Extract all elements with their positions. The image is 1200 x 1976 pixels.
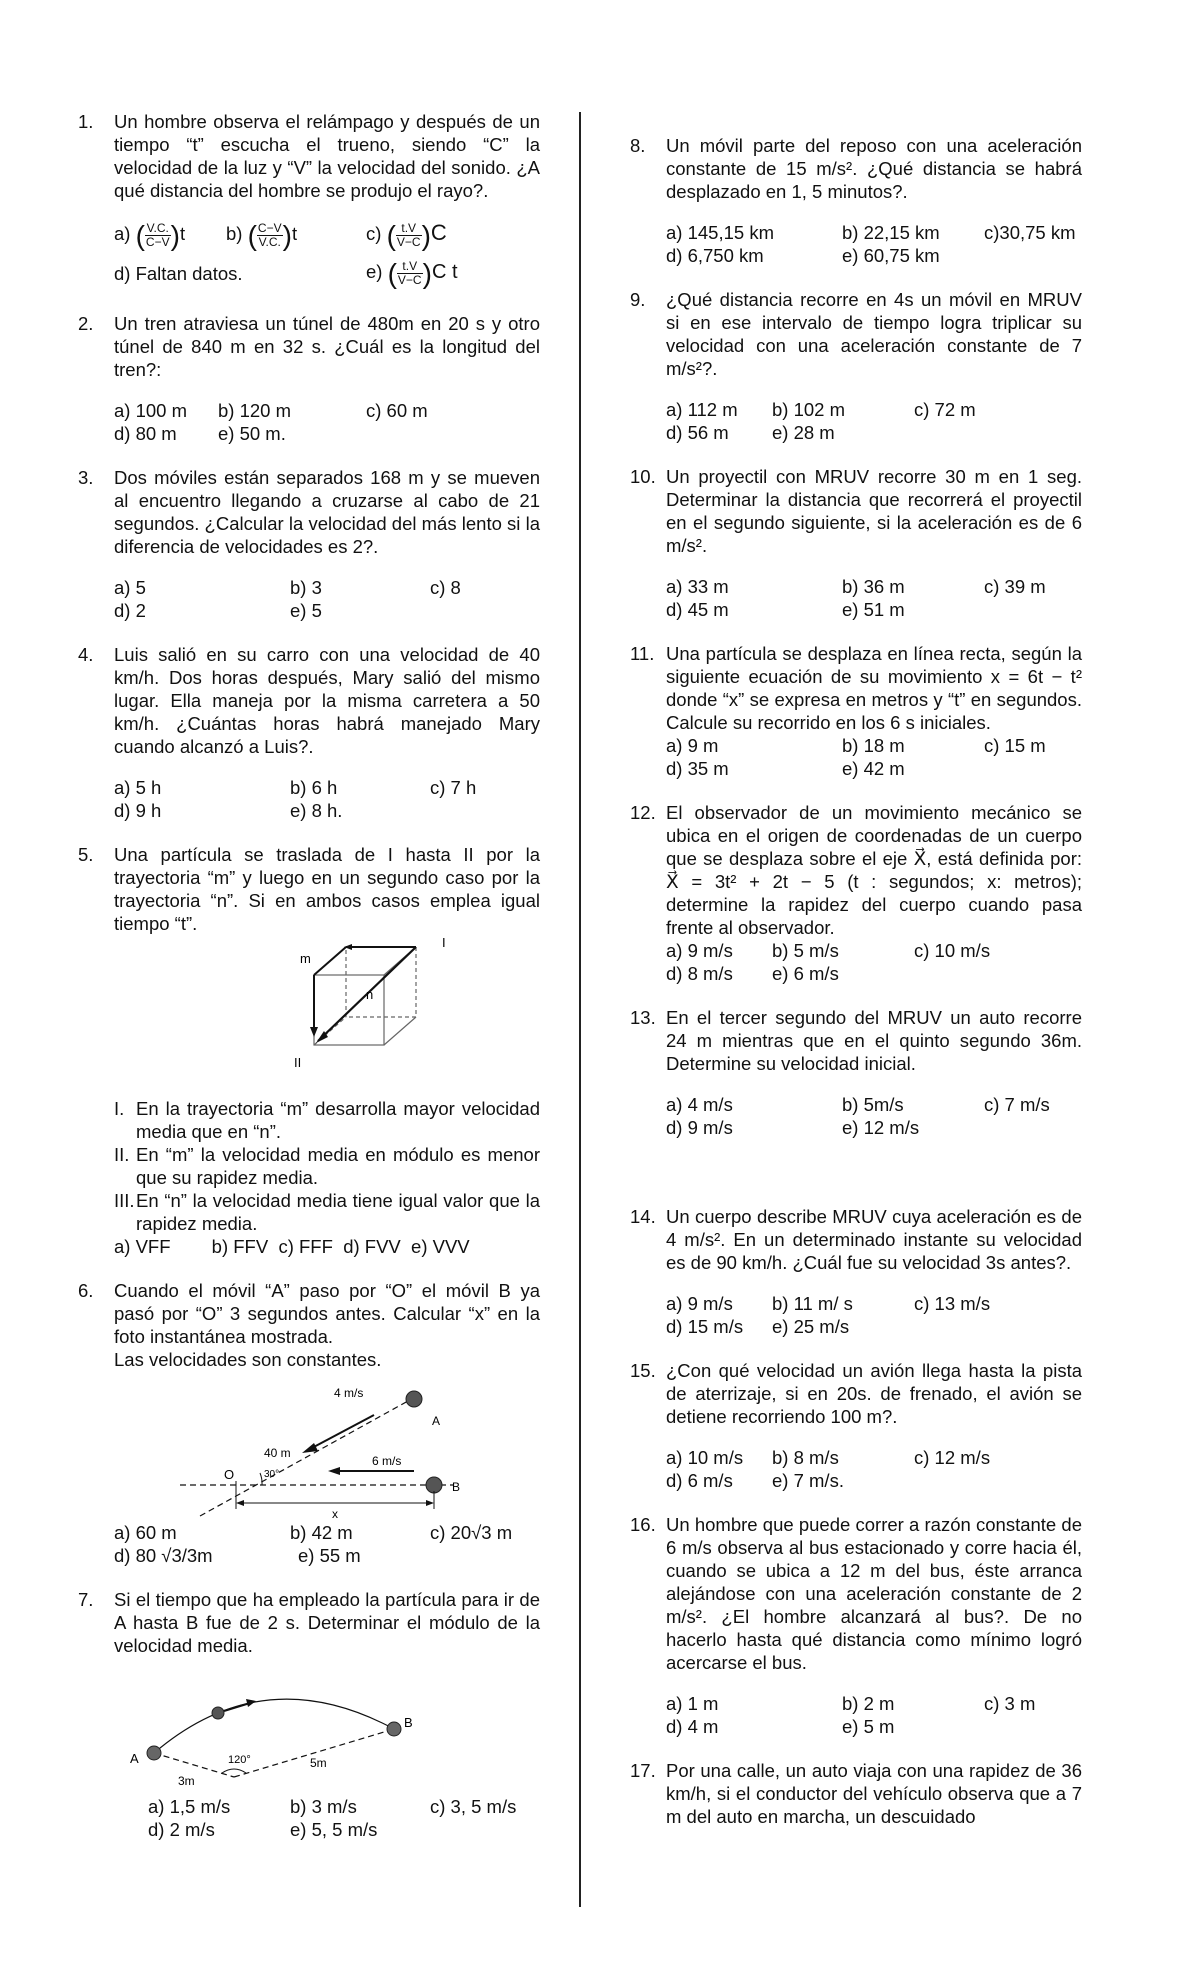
fraction-denominator: V−C (397, 272, 422, 287)
option-b: b) 3 (290, 577, 322, 598)
option-c: c) 12 m/s (914, 1447, 991, 1468)
option-e: e) 5, 5 m/s (290, 1819, 378, 1840)
answer-options (114, 1521, 540, 1567)
option-d: d) 80 m (114, 423, 177, 444)
question-number: 11. (630, 643, 655, 664)
question-8 (630, 134, 1082, 267)
question-text: Por una calle, un auto viaja con una rapidez de 36 km/h, si el conductor del vehículo observa que a 7 m del auto en marcha, un descuidado (666, 1760, 1082, 1827)
option-e: e) 55 m (298, 1545, 361, 1566)
answer-options: a) VFF b) FFV c) FFF d) FVV e) VVV (114, 1236, 470, 1257)
option-e: e) 8 h. (290, 800, 343, 821)
option-d: d) 8 m/s (666, 963, 733, 984)
answer-options (666, 1692, 1082, 1738)
column-divider (579, 112, 581, 1907)
answer-options (114, 1795, 540, 1841)
question-number: 3. (78, 467, 94, 488)
option-e (366, 257, 458, 289)
right-column (630, 134, 1082, 1828)
question-10 (630, 465, 1082, 621)
option-d: d) 9 h (114, 800, 162, 821)
question-text: Dos móviles están separados 168 m y se mueven al encuentro llegando a cruzarse al cabo de 21 segundos. ¿Calcular la velocidad del más lento si la diferencia de velocidades es 2?. (114, 467, 540, 557)
question-16 (630, 1513, 1082, 1738)
option-c: c) 72 m (914, 399, 976, 420)
option-b: b) 120 m (218, 400, 292, 421)
option-d: d) 6,750 km (666, 245, 764, 266)
paren-open: ( (135, 219, 145, 251)
paren-open: ( (386, 219, 396, 251)
option-e: e) 25 m/s (772, 1316, 850, 1337)
question-text: Un hombre que puede correr a razón constante de 6 m/s observa al bus estacionado y corre hacia él, cuando se ubica a 12 m del bus, éste arranca alejándose con una aceleración constante de 2 m/s². ¿El hombre alcanzará al bus?. De no hacerlo hasta qué distancia como mínimo logró acercarse el bus. (666, 1514, 1082, 1673)
paren-close: ) (170, 219, 180, 251)
option-b: b) 6 h (290, 777, 338, 798)
option-c (366, 221, 447, 249)
option-a: a) 9 m/s (666, 1293, 733, 1314)
fraction-denominator: V.C. (258, 234, 281, 249)
option-c: c) 8 (430, 577, 461, 598)
option-e: e) 60,75 km (842, 245, 940, 266)
question-12 (630, 801, 1082, 985)
answer-options (666, 398, 1082, 444)
question-17 (630, 1759, 1082, 1828)
question-number: 9. (630, 289, 646, 310)
option-label: b) (226, 222, 243, 244)
question-15 (630, 1359, 1082, 1492)
option-b: b) 2 m (842, 1693, 895, 1714)
statement-number: III. (114, 1190, 135, 1211)
option-label: a) (114, 222, 131, 244)
question-13 (630, 1006, 1082, 1139)
option-c: c) 7 h (430, 777, 477, 798)
option-d: d) 56 m (666, 422, 729, 443)
fraction (397, 260, 423, 287)
option-a: a) 112 m (666, 399, 738, 420)
option-tail: t (179, 222, 186, 244)
label-x: x (332, 1507, 338, 1521)
option-a: a) 60 m (114, 1522, 177, 1543)
label-n: n (366, 987, 374, 1002)
question-text: ¿Con qué velocidad un avión llega hasta la pista de aterrizaje, si en 20s. de frenado, el avión se detiene recorriendo 100 m?. (666, 1360, 1082, 1427)
answer-options (666, 1093, 1082, 1139)
statement-text: En la trayectoria “m” desarrolla mayor velocidad media que en “n”. (136, 1098, 540, 1142)
option-b: b) 22,15 km (842, 222, 940, 243)
label-II: II (294, 1055, 302, 1070)
option-b: b) 8 m/s (772, 1447, 839, 1468)
question-number: 16. (630, 1514, 656, 1535)
option-c: c) 7 m/s (984, 1094, 1050, 1115)
option-b: b) 5m/s (842, 1094, 904, 1115)
question-number: 15. (630, 1360, 656, 1381)
answer-options (114, 776, 540, 822)
option-c: c) 20√3 m (430, 1522, 513, 1543)
question-6 (78, 1279, 540, 1567)
motion-photo-figure (164, 1381, 474, 1521)
option-c: c) 15 m (984, 735, 1046, 756)
option-d: d) 15 m/s (666, 1316, 744, 1337)
question-note: Las velocidades son constantes. (114, 1349, 382, 1370)
fraction (257, 222, 283, 249)
answer-options (666, 221, 1082, 267)
question-9 (630, 288, 1082, 444)
question-text: Un móvil parte del reposo con una aceleración constante de 15 m/s². ¿Qué distancia se habrá desplazado en 1, 5 minutos?. (666, 135, 1082, 202)
question-text: Un proyectil con MRUV recorre 30 m en 1 seg. Determinar la distancia que recorrerá el proyectil en el segundo siguiente, si la aceleración es de 6 m/s². (666, 466, 1082, 556)
option-tail: C t (431, 260, 458, 283)
question-1 (78, 110, 540, 292)
option-b: b) 3 m/s (290, 1796, 357, 1817)
option-a: a) 9 m/s (666, 940, 733, 961)
option-c: c)30,75 km (984, 222, 1076, 243)
question-number: 13. (630, 1007, 656, 1028)
paren-close: ) (282, 219, 292, 251)
label-A: A (432, 1414, 441, 1428)
question-number: 10. (630, 466, 656, 487)
question-3 (78, 466, 540, 622)
option-a: a) 145,15 km (666, 222, 774, 243)
answer-options (114, 399, 540, 445)
option-e: e) 42 m (842, 758, 905, 779)
question-number: 7. (78, 1589, 94, 1610)
option-c: c) 39 m (984, 576, 1046, 597)
question-number: 14. (630, 1206, 656, 1227)
option-c: c) 10 m/s (914, 940, 991, 961)
left-column (78, 110, 540, 1841)
angle-label: 120° (228, 1754, 251, 1766)
trajectory-cube-figure (294, 935, 494, 1085)
question-text: Una partícula se desplaza en línea recta, según la siguiente ecuación de su movimiento x = 6t − t² donde “x” se expresa en metros y “t” en segundos. Calcule su recorrido en los 6 s iniciales. (666, 643, 1082, 733)
question-number: 8. (630, 135, 646, 156)
question-text: El observador de un movimiento mecánico se ubica en el origen de coordenadas de un cuerpo que se desplaza sobre el eje X⃗, está definida por: X⃗ = 3t² + 2t − 5 (t : segundos; x: metros); determine la rapidez del cuerpo cuando pasa frente al observador. (666, 802, 1082, 938)
option-e: e) 5 (290, 600, 322, 621)
velocity-b-label: 6 m/s (372, 1454, 402, 1468)
question-number: 12. (630, 802, 656, 823)
fraction-numerator: C−V (257, 220, 282, 235)
option-d: d) Faltan datos. (114, 262, 243, 284)
option-d: d) 45 m (666, 599, 729, 620)
question-text: Una partícula se traslada de I hasta II por la trayectoria “m” y luego en un segundo caso por la trayectoria “n”. Si en ambos casos emplea igual tiempo “t”. (114, 844, 540, 934)
question-14 (630, 1205, 1082, 1338)
question-text: ¿Qué distancia recorre en 4s un móvil en MRUV si en ese intervalo de tiempo logra triplicar su velocidad con una aceleración constante de 7 m/s²?. (666, 289, 1082, 379)
statement-text: En “m” la velocidad media en módulo es menor que su rapidez media. (136, 1144, 540, 1188)
question-text: Cuando el móvil “A” paso por “O” el móvil B ya pasó por “O” 3 segundos antes. Calcular “x” en la foto instantánea mostrada. (114, 1280, 540, 1347)
question-2 (78, 312, 540, 445)
statement-iii (114, 1189, 540, 1235)
option-a: a) 4 m/s (666, 1094, 733, 1115)
option-a: a) 1 m (666, 1693, 719, 1714)
fraction-numerator: t.V (396, 222, 422, 236)
question-text: Si el tiempo que ha empleado la partícula para ir de A hasta B fue de 2 s. Determinar el módulo de la velocidad media. (114, 1589, 540, 1656)
fraction-denominator: V−C (396, 234, 421, 249)
fraction-denominator: C−V (145, 234, 170, 249)
option-b (226, 219, 366, 251)
paren-close: ) (422, 257, 432, 289)
question-4 (78, 643, 540, 822)
velocity-a-label: 4 m/s (334, 1386, 364, 1400)
statement-number: I. (114, 1098, 125, 1119)
option-b: b) 5 m/s (772, 940, 839, 961)
option-b: b) 102 m (772, 399, 846, 420)
answer-options (666, 1446, 1082, 1492)
option-d: d) 4 m (666, 1716, 719, 1737)
statement-text: En “n” la velocidad media tiene igual valor que la rapidez media. (136, 1190, 540, 1234)
angle-label: 30° (264, 1469, 280, 1480)
option-c: c) 3 m (984, 1693, 1036, 1714)
question-text: Un hombre observa el relámpago y después de un tiempo “t” escucha el trueno, siendo “C” la velocidad de la luz y “V” la velocidad del sonido. ¿A qué distancia del hombre se produjo el rayo?. (114, 111, 540, 201)
label-m: m (300, 951, 311, 966)
option-d: d) 80 √3/3m (114, 1545, 213, 1566)
answer-options (666, 734, 1082, 780)
question-number: 5. (78, 844, 94, 865)
option-e: e) 6 m/s (772, 963, 839, 984)
arc-path-figure (114, 1669, 434, 1789)
option-c: c) 60 m (366, 400, 428, 421)
answer-options (666, 1292, 1082, 1338)
option-e: e) 7 m/s. (772, 1470, 844, 1491)
option-a: a) 9 m (666, 735, 719, 756)
answer-options (114, 216, 540, 292)
label-O: O (224, 1467, 235, 1482)
question-number: 1. (78, 111, 94, 132)
option-a (114, 219, 226, 251)
option-c: c) 3, 5 m/s (430, 1796, 517, 1817)
option-b: b) 18 m (842, 735, 905, 756)
option-d: d) 9 m/s (666, 1117, 733, 1138)
answer-options (114, 576, 540, 622)
paren-open: ( (247, 219, 257, 251)
option-b: b) 42 m (290, 1522, 353, 1543)
option-e: e) 5 m (842, 1716, 895, 1737)
option-d: d) 2 (114, 600, 146, 621)
option-tail: t (291, 222, 298, 244)
option-a: a) 33 m (666, 576, 729, 597)
statement-ii (114, 1143, 540, 1189)
option-label: e) (366, 260, 383, 282)
answer-options (666, 939, 1082, 985)
option-d: d) 35 m (666, 758, 729, 779)
option-label: c) (366, 223, 382, 245)
question-number: 4. (78, 644, 94, 665)
option-a: a) 10 m/s (666, 1447, 744, 1468)
label-B: B (452, 1480, 461, 1494)
label-I: I (442, 935, 446, 950)
question-11 (630, 642, 1082, 780)
question-number: 17. (630, 1760, 656, 1781)
statement-i (114, 1097, 540, 1143)
option-d: d) 2 m/s (148, 1819, 215, 1840)
option-e: e) 51 m (842, 599, 905, 620)
paren-close: ) (421, 219, 431, 251)
distance-label: 40 m (264, 1446, 291, 1460)
paren-open: ( (387, 257, 397, 289)
question-text: Un tren atraviesa un túnel de 480m en 20 s y otro túnel de 840 m en 32 s. ¿Cuál es la longitud del tren?: (114, 313, 540, 380)
option-d: d) 6 m/s (666, 1470, 733, 1491)
option-e: e) 12 m/s (842, 1117, 920, 1138)
label-A: A (130, 1751, 139, 1766)
question-number: 6. (78, 1280, 94, 1301)
question-text: Luis salió en su carro con una velocidad de 40 km/h. Dos horas después, Mary salió del mismo lugar. Ella maneja por la misma carretera a 50 km/h. ¿Cuántas horas habrá manejado Mary cuando alcanzó a Luis?. (114, 644, 540, 757)
distance-5m-label: 5m (310, 1756, 327, 1770)
option-c: c) 13 m/s (914, 1293, 991, 1314)
question-7 (78, 1588, 540, 1841)
fraction (145, 222, 171, 249)
fraction (396, 222, 422, 249)
option-b: b) 36 m (842, 576, 905, 597)
option-b: b) 11 m/ s (772, 1293, 853, 1314)
option-tail: C (430, 220, 447, 246)
question-text: Un cuerpo describe MRUV cuya aceleración es de 4 m/s². En un determinado instante su velocidad es de 90 km/h. ¿Cuál fue su velocidad 3s antes?. (666, 1206, 1082, 1273)
question-5 (78, 843, 540, 1258)
label-B: B (404, 1715, 413, 1730)
option-a: a) 100 m (114, 400, 188, 421)
question-number: 2. (78, 313, 94, 334)
option-e: e) 28 m (772, 422, 835, 443)
option-a: a) 5 h (114, 777, 162, 798)
distance-3m-label: 3m (178, 1774, 195, 1788)
question-text: En el tercer segundo del MRUV un auto recorre 24 m mientras que en el quinto segundo 36m. Determine su velocidad inicial. (666, 1007, 1082, 1074)
fraction-numerator: t.V (397, 260, 423, 274)
answer-options (666, 575, 1082, 621)
option-a: a) 1,5 m/s (148, 1796, 231, 1817)
option-e: e) 50 m. (218, 423, 286, 444)
fraction-numerator: V.C. (146, 220, 169, 235)
option-a: a) 5 (114, 577, 146, 598)
statement-number: II. (114, 1144, 130, 1165)
